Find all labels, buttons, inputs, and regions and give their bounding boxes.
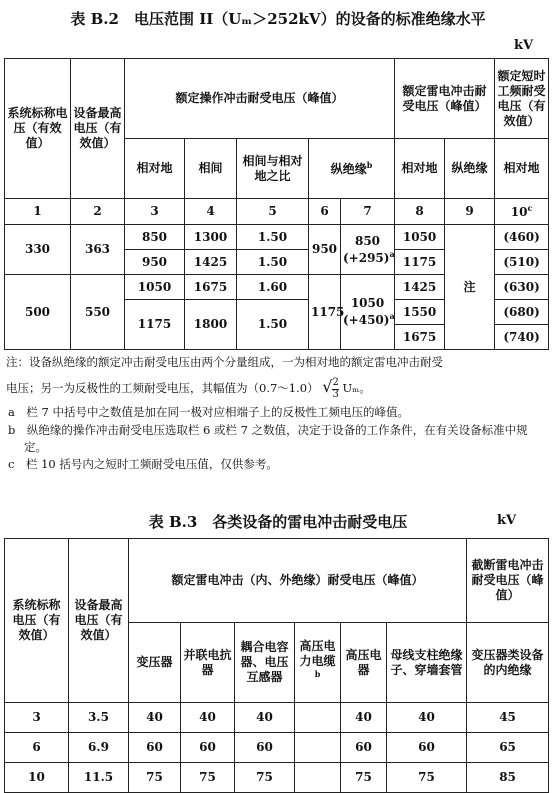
cell-op-long-7-extra: (+295) [343, 250, 390, 265]
cell-ltn-ground: 1550 [395, 300, 445, 325]
table-b2-unit: kV [514, 38, 534, 53]
cell-op-long-7-value: 850 [354, 233, 381, 248]
table-b3 [4, 538, 549, 793]
header-op-phase-phase: 相间 [185, 139, 237, 199]
fraction-denominator: 3 [332, 388, 339, 400]
cell-op-long-7-value: 1050 [350, 296, 385, 310]
header-op-longitudinal-text: 纵绝缘 [330, 162, 367, 176]
header-busbar-insulator: 母线支柱绝缘子、穿墙套管 [387, 623, 467, 703]
cell-coupling-capacitor: 75 [235, 763, 295, 793]
col-number: 2 [71, 199, 125, 225]
footnote-marker: c [527, 203, 533, 213]
cell-op-ground: 1175 [125, 300, 185, 350]
header-shunt-reactor: 并联电抗器 [181, 623, 235, 703]
header-power-cable-text: 高压电力电缆 [299, 639, 336, 668]
header-lightning-impulse: 额定雷电冲击耐受电压（峰值） [395, 59, 495, 139]
cell-coupling-capacitor: 60 [235, 733, 295, 763]
col-number: 1 [5, 199, 71, 225]
header-lightning-impulse: 额定雷电冲击（内、外绝缘）耐受电压（峰值） [129, 539, 467, 623]
cell-ltn-note: 注 [445, 225, 495, 350]
note-b: b 纵绝缘的操作冲击耐受电压选取栏 6 或栏 7 之数值，决定于设备的工作条件，在有关设备标准中规定。 [8, 422, 528, 454]
cell-shunt-reactor: 60 [181, 733, 235, 763]
cell-transformer: 75 [129, 763, 181, 793]
cell-sys-voltage: 10 [5, 763, 69, 793]
header-switching-impulse: 额定操作冲击耐受电压（峰值） [125, 59, 395, 139]
col-number: 4 [185, 199, 237, 225]
cell-op-long-7 [341, 275, 395, 350]
table-row [5, 703, 549, 733]
header-ltn-phase-ground: 相对地 [395, 139, 445, 199]
cell-pf-ground: (740) [495, 325, 549, 350]
cell-max-voltage: 11.5 [69, 763, 129, 793]
header-hv-apparatus: 高压电器 [341, 623, 387, 703]
cell-transformer-internal: 45 [467, 703, 549, 733]
fraction [332, 378, 338, 400]
cell-pf-ground: (460) [495, 225, 549, 250]
cell-op-phase: 1300 [185, 225, 237, 250]
table-row [5, 733, 549, 763]
cell-op-phase: 1425 [185, 250, 237, 275]
table-b2 [4, 58, 549, 350]
cell-op-phase: 1800 [185, 300, 237, 350]
table-row [5, 225, 549, 250]
col-number: 6 [309, 199, 341, 225]
col-number: 7 [341, 199, 395, 225]
header-op-phase-ground: 相对地 [125, 139, 185, 199]
footnote-marker: b [366, 160, 373, 170]
header-max-voltage: 设备最高电压（有效值） [71, 59, 125, 199]
cell-busbar-insulator: 40 [387, 703, 467, 733]
cell-op-ground: 1050 [125, 275, 185, 300]
header-system-voltage: 系统标称电压（有效值） [5, 539, 69, 703]
header-pf-phase-ground: 相对地 [495, 139, 549, 199]
cell-sys-voltage: 500 [5, 275, 71, 350]
cell-op-long-6: 1175 [309, 275, 341, 350]
cell-op-ground: 850 [125, 225, 185, 250]
note-main-line2-tail: Uₘ。 [342, 381, 371, 396]
cell-op-ratio: 1.50 [237, 300, 309, 350]
note-main-line2-text: 电压；另一为反极性的工频耐受电压，其幅值为（0.7～1.0） [6, 381, 319, 396]
cell-power-cable [295, 763, 341, 793]
header-chopped-impulse: 截断雷电冲击耐受电压（峰值） [467, 539, 549, 623]
note-main-line2 [6, 375, 544, 400]
cell-op-long-7 [341, 225, 395, 275]
cell-ltn-ground: 1425 [395, 275, 445, 300]
table-b3-unit: kV [497, 513, 517, 528]
cell-transformer-internal: 65 [467, 733, 549, 763]
footnote-marker: b [314, 669, 321, 679]
header-transformer-internal: 变压器类设备的内绝缘 [467, 623, 549, 703]
header-system-voltage: 系统标称电压（有效值） [5, 59, 71, 199]
header-transformer: 变压器 [129, 623, 181, 703]
cell-power-cable [295, 733, 341, 763]
cell-sys-voltage: 330 [5, 225, 71, 275]
cell-shunt-reactor: 40 [181, 703, 235, 733]
cell-transformer: 40 [129, 703, 181, 733]
cell-op-ratio: 1.50 [237, 225, 309, 250]
cell-power-cable [295, 703, 341, 733]
footnote-marker: a [389, 248, 395, 259]
header-op-longitudinal [309, 139, 395, 199]
cell-op-long-6: 950 [309, 225, 341, 275]
note-a: a 栏 7 中括号中之数值是加在同一极对应相端子上的反极性工频电压的峰值。 [8, 405, 409, 420]
cell-transformer: 60 [129, 733, 181, 763]
cell-max-voltage: 363 [71, 225, 125, 275]
cell-pf-ground: (630) [495, 275, 549, 300]
cell-busbar-insulator: 60 [387, 733, 467, 763]
cell-op-ratio: 1.50 [237, 250, 309, 275]
cell-op-long-7-extra: (+450) [343, 313, 390, 327]
cell-sys-voltage: 6 [5, 733, 69, 763]
header-ltn-longitudinal: 纵绝缘 [445, 139, 495, 199]
cell-busbar-insulator: 75 [387, 763, 467, 793]
cell-hv-apparatus: 60 [341, 733, 387, 763]
table-b3-title: 表 B.3 各类设备的雷电冲击耐受电压 [148, 513, 408, 531]
col-number: 8 [395, 199, 445, 225]
cell-hv-apparatus: 40 [341, 703, 387, 733]
header-max-voltage: 设备最高电压（有效值） [69, 539, 129, 703]
cell-ltn-ground: 1675 [395, 325, 445, 350]
header-power-frequency: 额定短时工频耐受电压（有效值） [495, 59, 549, 139]
table-b2-notes [6, 354, 544, 473]
header-power-cable [295, 623, 341, 703]
table-row [5, 763, 549, 793]
cell-coupling-capacitor: 40 [235, 703, 295, 733]
cell-transformer-internal: 85 [467, 763, 549, 793]
cell-max-voltage: 3.5 [69, 703, 129, 733]
cell-ltn-ground: 1175 [395, 250, 445, 275]
cell-ltn-ground: 1050 [395, 225, 445, 250]
col-number [495, 199, 549, 225]
cell-sys-voltage: 3 [5, 703, 69, 733]
cell-max-voltage: 6.9 [69, 733, 129, 763]
sqrt-symbol: √ [322, 377, 333, 397]
fraction-numerator: 2 [332, 377, 339, 389]
header-op-ratio: 相间与相对地之比 [237, 139, 309, 199]
note-main-line1: 注：设备纵绝缘的额定冲击耐受电压由两个分量组成，一为相对地的额定雷电冲击耐受 [6, 355, 443, 369]
cell-pf-ground: (680) [495, 300, 549, 325]
cell-shunt-reactor: 75 [181, 763, 235, 793]
cell-op-ratio: 1.60 [237, 275, 309, 300]
col-number: 9 [445, 199, 495, 225]
cell-op-phase: 1675 [185, 275, 237, 300]
cell-max-voltage: 550 [71, 275, 125, 350]
cell-pf-ground: (510) [495, 250, 549, 275]
col-number: 5 [237, 199, 309, 225]
header-coupling-capacitor: 耦合电容器、电压互感器 [235, 623, 295, 703]
col-number-text: 10 [510, 205, 528, 219]
cell-op-ground: 950 [125, 250, 185, 275]
cell-hv-apparatus: 75 [341, 763, 387, 793]
table-b2-title: 表 B.2 电压范围 II（Uₘ＞252kV）的设备的标准绝缘水平 [70, 10, 486, 28]
note-c: c 栏 10 括号内之短时工频耐受电压值，仅供参考。 [8, 457, 278, 471]
footnote-marker: a [389, 311, 395, 321]
col-number: 3 [125, 199, 185, 225]
